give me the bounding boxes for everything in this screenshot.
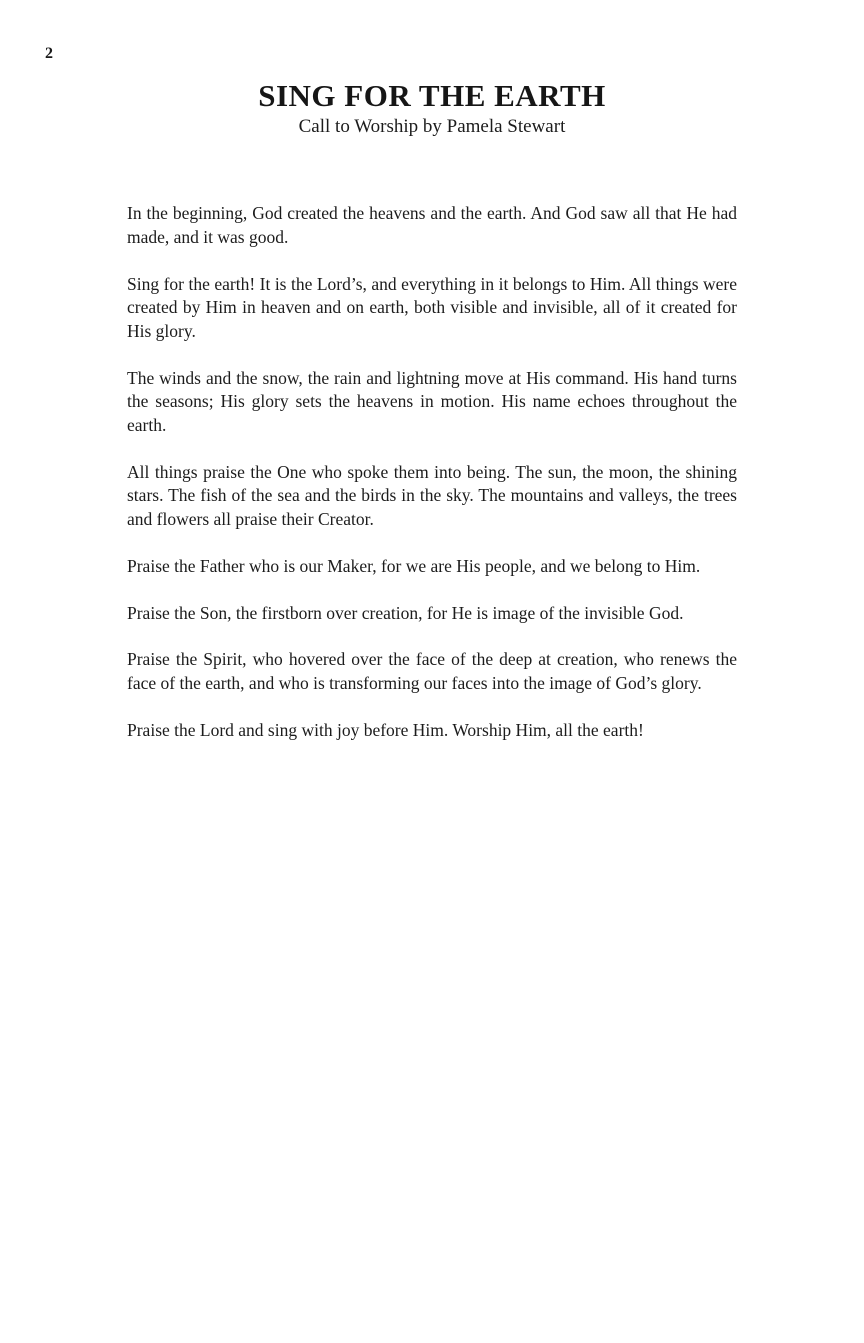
paragraph: Praise the Son, the firstborn over creation, for He is image of the invisible God.: [127, 602, 684, 623]
paragraph: Praise the Lord and sing with joy before Him. Worship Him, all the earth!: [127, 719, 644, 740]
paragraph: Praise the Father who is our Maker, for we are His people, and we belong to Him.: [127, 555, 701, 576]
paragraph: In the beginning, God created the heavens and the earth. And God saw all that He had made, and it was good.: [127, 203, 737, 247]
paragraph: All things praise the One who spoke them into being. The sun, the moon, the shining stars. The fish of the sea and the birds in the sky. The mountains and valleys, the trees and flowers all praise their Creator.: [127, 461, 737, 530]
page-subtitle: Call to Worship by Pamela Stewart: [298, 116, 566, 138]
body-text: [127, 202, 737, 742]
page-header: [0, 0, 864, 138]
paragraph: The winds and the snow, the rain and lightning move at His command. His hand turns the seasons; His glory sets the heavens in motion. His name echoes throughout the earth.: [127, 367, 737, 436]
paragraph: Sing for the earth! It is the Lord’s, and everything in it belongs to Him. All things were created by Him in heaven and on earth, both visible and invisible, all of it created for His glory.: [127, 273, 737, 341]
paragraph: Praise the Spirit, who hovered over the face of the deep at creation, who renews the face of the earth, and who is transforming our faces into the image of God’s glory.: [127, 649, 737, 693]
page-number: 2: [45, 45, 53, 62]
page-title: SING FOR THE EARTH: [258, 78, 606, 113]
